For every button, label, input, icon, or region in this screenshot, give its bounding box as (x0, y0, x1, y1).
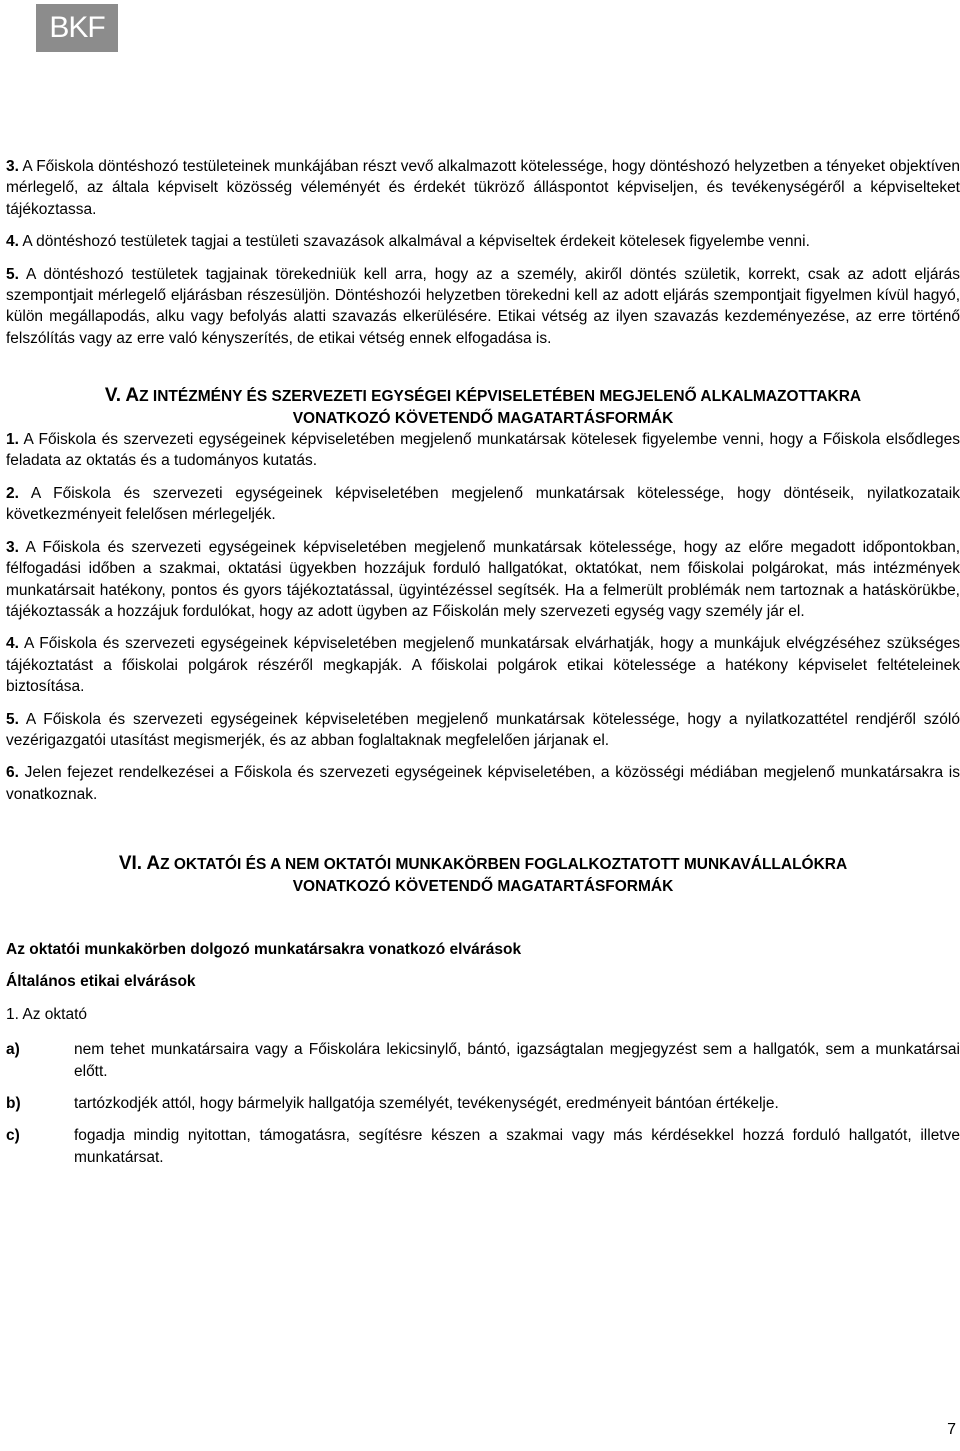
paragraph-number: 4. (6, 635, 19, 653)
institution-logo (36, 4, 118, 52)
heading-line-2: VONATKOZÓ KÖVETENDŐ MAGATARTÁSFORMÁK (292, 877, 674, 895)
section-v-paragraph-5 (6, 709, 960, 752)
paragraph-number: 5. (6, 265, 19, 283)
list-text: tartózkodjék attól, hogy bármelyik hallgatója személyét, tevékenységét, eredményeit bántóan értékelje. (74, 1095, 779, 1112)
section-number: VI. (118, 853, 143, 875)
paragraph-5 (6, 264, 960, 350)
section-number: V. (104, 385, 122, 407)
subheading-altalanos: Általános etikai elvárások (6, 973, 196, 991)
section-v-paragraph-1 (6, 429, 960, 472)
paragraph-text: A döntéshozó testületek tagjai a testületi szavazások alkalmával a képviseltek érdekeit kötelesek figyelembe venni. (18, 233, 810, 251)
document-body (6, 156, 960, 1168)
paragraph-text: Jelen fejezet rendelkezései a Főiskola és szervezeti egységeinek képviseletében, a közösségi médiában megjelenő munkatársakra is vonatkoznak. (6, 764, 960, 803)
paragraph-number: 3. (6, 158, 19, 175)
item-intro: 1. Az oktató (6, 1005, 87, 1023)
list-label: a) (6, 1041, 20, 1059)
heading-text: Z INTÉZMÉNY ÉS SZERVEZETI EGYSÉGEI KÉPVISELETÉBEN MEGJELENŐ ALKALMAZOTTAKRA (139, 388, 862, 406)
paragraph-number: 5. (6, 710, 19, 728)
section-v-paragraph-4 (6, 633, 960, 697)
list-item-b (6, 1093, 960, 1114)
paragraph-text: A Főiskola és szervezeti egységeinek képviseletében megjelenő munkatársak kötelessége, hogy az előre megadott időpontokban, félfogadási időben a szakmai, oktatási ügyekben hozzájuk forduló hallgatókat, oktatókat, nem főiskolai polgárokat, más intézmények munkatársait hatékony, pontos és gyors tájékoztatással, ügyintézéssel segítsék. Ha a felmerült problémák nem tartoznak a hatáskörükbe, tájékoztassák a hozzájuk fordulókat, hogy az adott ügyben az Főiskolán mely szervezeti egység vagy személy jár el. (6, 538, 960, 620)
paragraph-text: A Főiskola és szervezeti egységeinek képviseletében megjelenő munkatársak kötelessége, hogy a nyilatkozattétel rendjéről szóló vezérigazgatói utasítást megismerjék, és az abban foglaltaknak megfelelően járjanak el. (6, 710, 960, 749)
list-label: c) (6, 1127, 20, 1145)
list-text: fogadja mindig nyitottan, támogatásra, segítésre készen a szakmai vagy más kérdésekkel hozzá forduló hallgatót, illetve munkatársat. (74, 1127, 960, 1166)
paragraph-number: 1. (6, 431, 19, 449)
paragraph-number: 2. (6, 484, 19, 502)
section-v-heading (6, 385, 960, 429)
page-number: 7 (947, 1421, 956, 1438)
paragraph-4 (6, 231, 960, 252)
paragraph-text: A Főiskola és szervezeti egységeinek képviseletében megjelenő munkatársak kötelessége, hogy döntéseik, nyilatkozataik következményeit felelősen mérlegeljék. (6, 484, 960, 524)
paragraph-text: A Főiskola és szervezeti egységeinek képviseletében megjelenő munkatársak elvárhatják, hogy a munkájuk elvégzéséhez szükséges tájékoztatást a főiskolai polgárok részéről megkapják. A főiskolai polgárok etikai kötelessége a hatékony képviselet feltételeinek biztosítása. (6, 635, 960, 696)
list-text: nem tehet munkatársaira vagy a Főiskolára lekicsinylő, bántó, igazságtalan megjegyzést sem a hallgatók, sem a munkatársai előtt. (74, 1041, 960, 1080)
paragraph-number: 3. (6, 538, 19, 556)
heading-initial: A (125, 385, 140, 407)
heading-text: Z OKTATÓI ÉS A NEM OKTATÓI MUNKAKÖRBEN FOGLALKOZTATOTT MUNKAVÁLLALÓKRA (160, 856, 848, 874)
heading-initial: A (146, 853, 161, 875)
list-item-c (6, 1125, 960, 1168)
paragraph-3 (6, 156, 960, 220)
list-item-a (6, 1039, 960, 1082)
section-vi-heading (6, 853, 960, 897)
paragraph-number: 6. (6, 764, 19, 782)
list-label: b) (6, 1095, 21, 1112)
paragraph-text: A döntéshozó testületek tagjainak törekedniük kell arra, hogy az a személy, akiről döntés születik, korrekt, csak az adott eljárás szempontjait mérlegelő eljárásban részesüljön. Döntéshozói helyzetben törekedni kell az adott eljárás szempontjait figyelmen kívül hagyó, külön megállapodás, alku vagy befolyás alatti szavazás elkerülésére. Etikai vétség az ilyen szavazás kezdeményezése, az erre történő felszólítás vagy az erre való kényszerítés, de etikai vétség ennek elfogadása is. (6, 265, 960, 347)
heading-line-2: VONATKOZÓ KÖVETENDŐ MAGATARTÁSFORMÁK (292, 409, 674, 427)
paragraph-text: A Főiskola döntéshozó testületeinek munkájában részt vevő alkalmazott kötelessége, hogy döntéshozó helyzetben a tényeket objektíven mérlegelő, az általa képviselt közösség véleményét és érdekét tükröző álláspontot képviseljen, és tevékenységéről a képviselteket tájékoztassa. (6, 158, 960, 218)
logo-text: BKF (49, 11, 105, 44)
section-v-paragraph-2 (6, 483, 960, 526)
paragraph-number: 4. (6, 233, 19, 251)
subheading-oktatoi: Az oktatói munkakörben dolgozó munkatársakra vonatkozó elvárások (6, 940, 522, 958)
section-v-paragraph-3 (6, 537, 960, 623)
paragraph-text: A Főiskola és szervezeti egységeinek képviseletében megjelenő munkatársak kötelesek figyelembe venni, hogy a Főiskola elsődleges feladata az oktatás és a tudományos kutatás. (6, 431, 960, 470)
section-v-paragraph-6 (6, 762, 960, 805)
